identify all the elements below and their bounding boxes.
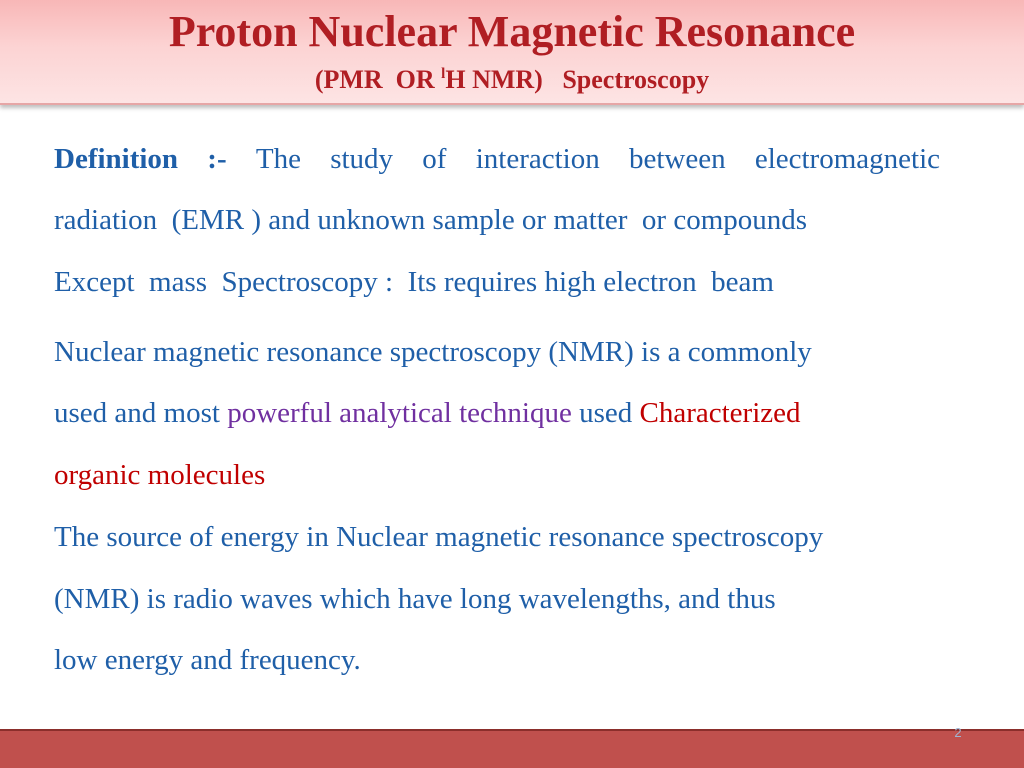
- slide-subtitle: [0, 64, 1024, 96]
- subtitle-superscript: l: [441, 66, 446, 82]
- footer-bar: [0, 729, 1024, 768]
- line5-mid: used: [571, 397, 640, 429]
- body-line-7: The source of energy in Nuclear magnetic resonance spectroscopy: [54, 521, 824, 553]
- body-line-9: low energy and frequency.: [54, 644, 361, 676]
- definition-text: The study of interaction between electromagnetic: [255, 143, 940, 175]
- highlight-powerful-technique: powerful analytical technique: [227, 397, 572, 429]
- body-line-4: Nuclear magnetic resonance spectroscopy (NMR) is a commonly: [54, 336, 812, 368]
- body-line-3: Except mass Spectroscopy : Its requires high electron beam: [54, 266, 774, 298]
- highlight-characterized: Characterized: [639, 397, 801, 429]
- subtitle-prefix: (PMR OR: [314, 65, 442, 94]
- definition-label: Definition :-: [54, 143, 256, 175]
- subtitle-suffix: H NMR) Spectroscopy: [445, 65, 710, 94]
- definition-line: [54, 139, 940, 179]
- slide-title: Proton Nuclear Magnetic Resonance: [168, 7, 856, 56]
- highlight-organic-molecules: organic molecules: [54, 459, 266, 491]
- title-bar: [0, 0, 1024, 105]
- body-line-2: radiation (EMR ) and unknown sample or matter or compounds: [54, 204, 808, 236]
- body-line-5: [54, 393, 801, 433]
- body-line-8: (NMR) is radio waves which have long wavelengths, and thus: [54, 583, 776, 615]
- page-number: 2: [954, 725, 962, 740]
- line5-start: used and most: [54, 397, 228, 429]
